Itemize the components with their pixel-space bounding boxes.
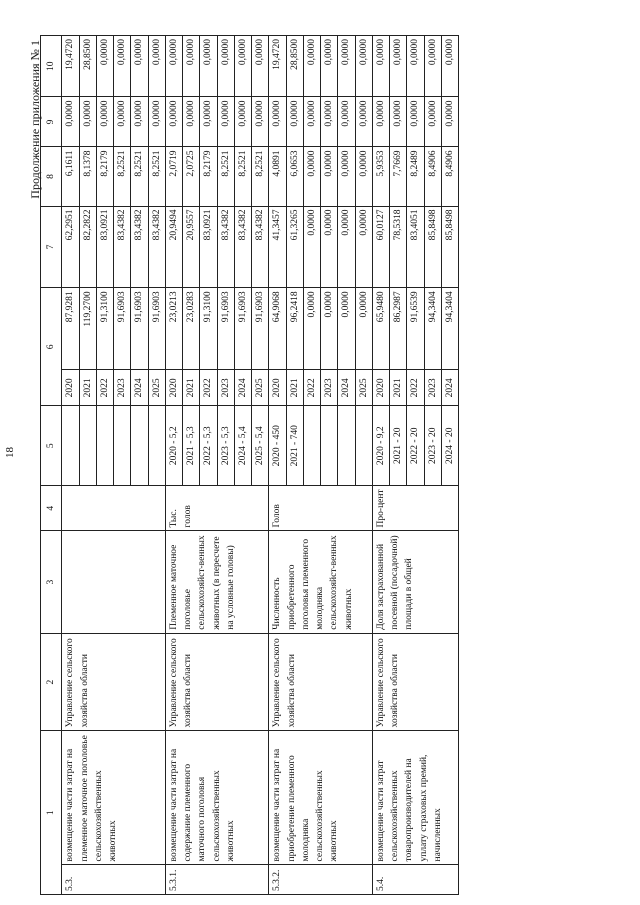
year-cell: 2022 xyxy=(200,370,217,406)
col9-value: 0,0000 xyxy=(390,97,407,147)
target-value: 2021 - 5,3 xyxy=(183,406,200,486)
col8-value: 2,0719 xyxy=(165,147,182,206)
col6-value: 91,3100 xyxy=(200,288,217,370)
col7-value: 83,0921 xyxy=(200,206,217,288)
col10-value: 19,4720 xyxy=(269,36,286,97)
col7-value: 83,4051 xyxy=(407,206,424,288)
col10-value: 0,0000 xyxy=(96,36,113,97)
target-value xyxy=(114,406,131,486)
target-value: 2025 - 5,4 xyxy=(252,406,269,486)
target-value xyxy=(62,406,79,486)
row-number: 5.3.1. xyxy=(165,865,269,895)
year-cell: 2020 xyxy=(372,370,389,406)
col9-value: 0,0000 xyxy=(355,97,372,147)
row-number: 5.3.2. xyxy=(269,865,373,895)
col8-value: 8,2521 xyxy=(131,147,148,206)
row-name: возмещение части затрат на содержание племенного маточного поголовья сельскохозяйственных животных xyxy=(165,731,269,865)
target-value xyxy=(321,406,338,486)
col9-value: 0,0000 xyxy=(131,97,148,147)
row-unit: Тыс. голов xyxy=(165,486,269,531)
col9-value: 0,0000 xyxy=(441,97,458,147)
year-cell: 2024 xyxy=(441,370,458,406)
col10-value: 0,0000 xyxy=(407,36,424,97)
col8-value: 8,4906 xyxy=(441,147,458,206)
year-cell: 2021 xyxy=(79,370,96,406)
year-cell: 2022 xyxy=(96,370,113,406)
row-organization: Управление сельского хозяйства области xyxy=(165,633,269,731)
year-cell: 2025 xyxy=(148,370,165,406)
col7-value: 83,4382 xyxy=(114,206,131,288)
col8-value: 8,2521 xyxy=(217,147,234,206)
row-number: 5.4. xyxy=(372,865,458,895)
col10-value: 0,0000 xyxy=(424,36,441,97)
col8-value: 8,2489 xyxy=(407,147,424,206)
col6-value: 64,9068 xyxy=(269,288,286,370)
col8-value: 0,0000 xyxy=(355,147,372,206)
col10-value: 0,0000 xyxy=(217,36,234,97)
appendix-heading: Продолжение приложения № 1 xyxy=(28,40,42,199)
row-indicator: Численность приобретенного поголовья племенного молодняка сельскохозяйст-венных животных xyxy=(269,531,373,633)
row-unit: Голов xyxy=(269,486,373,531)
col-header-5: 5 xyxy=(41,406,62,486)
col6-value: 96,2418 xyxy=(286,288,303,370)
year-cell: 2023 xyxy=(424,370,441,406)
col8-value: 8,2521 xyxy=(114,147,131,206)
col8-value: 6,0653 xyxy=(286,147,303,206)
col9-value: 0,0000 xyxy=(114,97,131,147)
col8-value: 0,0000 xyxy=(338,147,355,206)
col7-value: 83,4382 xyxy=(234,206,251,288)
col6-value: 23,0213 xyxy=(165,288,182,370)
year-cell: 2023 xyxy=(321,370,338,406)
target-value: 2024 - 20 xyxy=(441,406,458,486)
col10-value: 28,8500 xyxy=(286,36,303,97)
col6-value: 86,2987 xyxy=(390,288,407,370)
col7-value: 0,0000 xyxy=(303,206,320,288)
year-cell: 2020 xyxy=(62,370,79,406)
col6-value: 94,3404 xyxy=(441,288,458,370)
col6-value: 91,6903 xyxy=(234,288,251,370)
target-value: 2023 - 20 xyxy=(424,406,441,486)
target-value: 2021 - 20 xyxy=(390,406,407,486)
col9-value: 0,0000 xyxy=(407,97,424,147)
header-row xyxy=(41,36,62,895)
target-value: 2020 - 9,2 xyxy=(372,406,389,486)
col9-value: 0,0000 xyxy=(372,97,389,147)
col7-value: 0,0000 xyxy=(338,206,355,288)
col10-value: 0,0000 xyxy=(183,36,200,97)
table-row xyxy=(269,36,286,895)
table-row xyxy=(372,36,389,895)
col9-value: 0,0000 xyxy=(338,97,355,147)
year-cell: 2023 xyxy=(114,370,131,406)
col9-value: 0,0000 xyxy=(183,97,200,147)
col10-value: 19,4720 xyxy=(62,36,79,97)
col6-value: 91,6903 xyxy=(148,288,165,370)
col9-value: 0,0000 xyxy=(303,97,320,147)
col7-value: 78,5318 xyxy=(390,206,407,288)
col10-value: 0,0000 xyxy=(234,36,251,97)
col7-value: 60,0127 xyxy=(372,206,389,288)
year-cell: 2022 xyxy=(303,370,320,406)
year-cell: 2021 xyxy=(183,370,200,406)
col7-value: 83,4382 xyxy=(131,206,148,288)
col10-value: 0,0000 xyxy=(372,36,389,97)
col8-value: 8,1378 xyxy=(79,147,96,206)
col-header-3: 3 xyxy=(41,531,62,633)
col6-value: 87,9281 xyxy=(62,288,79,370)
col6-value: 94,3404 xyxy=(424,288,441,370)
col10-value: 0,0000 xyxy=(441,36,458,97)
year-cell: 2025 xyxy=(355,370,372,406)
col10-value: 0,0000 xyxy=(321,36,338,97)
col10-value: 0,0000 xyxy=(165,36,182,97)
col9-value: 0,0000 xyxy=(148,97,165,147)
target-value: 2024 - 5,4 xyxy=(234,406,251,486)
year-cell: 2021 xyxy=(390,370,407,406)
col8-value: 7,7669 xyxy=(390,147,407,206)
target-value xyxy=(355,406,372,486)
target-value xyxy=(79,406,96,486)
col9-value: 0,0000 xyxy=(269,97,286,147)
col7-value: 20,9494 xyxy=(165,206,182,288)
row-indicator xyxy=(62,531,166,633)
col7-value: 85,8498 xyxy=(441,206,458,288)
col7-value: 83,4382 xyxy=(217,206,234,288)
year-cell: 2025 xyxy=(252,370,269,406)
col6-value: 91,6903 xyxy=(217,288,234,370)
col7-value: 0,0000 xyxy=(355,206,372,288)
col7-value: 85,8498 xyxy=(424,206,441,288)
col9-value: 0,0000 xyxy=(217,97,234,147)
col8-value: 8,2179 xyxy=(200,147,217,206)
col7-value: 83,4382 xyxy=(148,206,165,288)
col10-value: 0,0000 xyxy=(148,36,165,97)
col9-value: 0,0000 xyxy=(96,97,113,147)
col8-value: 6,1611 xyxy=(62,147,79,206)
col7-value: 83,0921 xyxy=(96,206,113,288)
year-cell: 2023 xyxy=(217,370,234,406)
col9-value: 0,0000 xyxy=(424,97,441,147)
col9-value: 0,0000 xyxy=(286,97,303,147)
col-header-7: 7 xyxy=(41,206,62,288)
col6-value: 0,0000 xyxy=(303,288,320,370)
row-organization: Управление сельского хозяйства области xyxy=(372,633,458,731)
col6-value: 91,6539 xyxy=(407,288,424,370)
col10-value: 0,0000 xyxy=(390,36,407,97)
col9-value: 0,0000 xyxy=(62,97,79,147)
col8-value: 2,0725 xyxy=(183,147,200,206)
target-value xyxy=(148,406,165,486)
target-value: 2020 - 450 xyxy=(269,406,286,486)
col6-value: 91,6903 xyxy=(252,288,269,370)
target-value: 2020 - 5,2 xyxy=(165,406,182,486)
row-number: 5.3. xyxy=(62,865,166,895)
col6-value: 0,0000 xyxy=(321,288,338,370)
col10-value: 0,0000 xyxy=(355,36,372,97)
col10-value: 0,0000 xyxy=(131,36,148,97)
col9-value: 0,0000 xyxy=(234,97,251,147)
col8-value: 8,2179 xyxy=(96,147,113,206)
col10-value: 0,0000 xyxy=(252,36,269,97)
col6-value: 0,0000 xyxy=(355,288,372,370)
col8-value: 0,0000 xyxy=(321,147,338,206)
col8-value: 8,4906 xyxy=(424,147,441,206)
col9-value: 0,0000 xyxy=(200,97,217,147)
target-value xyxy=(303,406,320,486)
col10-value: 0,0000 xyxy=(200,36,217,97)
col7-value: 82,2822 xyxy=(79,206,96,288)
target-value: 2021 - 740 xyxy=(286,406,303,486)
col-header-4: 4 xyxy=(41,486,62,531)
col8-value: 5,9353 xyxy=(372,147,389,206)
row-unit xyxy=(62,486,166,531)
col6-value: 0,0000 xyxy=(338,288,355,370)
col6-value: 91,3100 xyxy=(96,288,113,370)
row-organization: Управление сельского хозяйства области xyxy=(62,633,166,731)
year-cell: 2022 xyxy=(407,370,424,406)
col6-value: 23,0283 xyxy=(183,288,200,370)
col7-value: 41,3457 xyxy=(269,206,286,288)
col6-value: 91,6903 xyxy=(131,288,148,370)
year-cell: 2021 xyxy=(286,370,303,406)
year-cell: 2020 xyxy=(165,370,182,406)
col9-value: 0,0000 xyxy=(79,97,96,147)
col9-value: 0,0000 xyxy=(321,97,338,147)
col-header-6: 6 xyxy=(41,288,62,406)
col-header-2: 2 xyxy=(41,633,62,731)
col6-value: 91,6903 xyxy=(114,288,131,370)
row-name: возмещение части затрат на приобретение племенного молодняка сельскохозяйственных животных xyxy=(269,731,373,865)
col7-value: 83,4382 xyxy=(252,206,269,288)
col8-value: 0,0000 xyxy=(303,147,320,206)
year-cell: 2024 xyxy=(131,370,148,406)
col8-value: 8,2521 xyxy=(234,147,251,206)
table-row xyxy=(62,36,79,895)
col8-value: 4,0891 xyxy=(269,147,286,206)
year-cell: 2024 xyxy=(338,370,355,406)
table-body xyxy=(62,36,459,895)
row-name: возмещение части затрат сельскохозяйственных товаропроизводителей на уплату страховых премий, начисленных xyxy=(372,731,458,865)
row-indicator: Доля застрахованной посевной (посадочной) площади в общей xyxy=(372,531,458,633)
col-header-1: 1 xyxy=(41,731,62,895)
year-cell: 2024 xyxy=(234,370,251,406)
col9-value: 0,0000 xyxy=(165,97,182,147)
col7-value: 0,0000 xyxy=(321,206,338,288)
page-number: 18 xyxy=(4,447,16,458)
target-value xyxy=(131,406,148,486)
year-cell: 2020 xyxy=(269,370,286,406)
row-organization: Управление сельского хозяйства области xyxy=(269,633,373,731)
col10-value: 0,0000 xyxy=(303,36,320,97)
col10-value: 0,0000 xyxy=(338,36,355,97)
target-value xyxy=(96,406,113,486)
row-indicator: Племенное маточное поголовье сельскохозяйст-венных животных (в пересчете на условные головы) xyxy=(165,531,269,633)
target-value: 2023 - 5,3 xyxy=(217,406,234,486)
table-row xyxy=(165,36,182,895)
program-table xyxy=(40,35,459,895)
col10-value: 0,0000 xyxy=(114,36,131,97)
row-unit: Про-цент xyxy=(372,486,458,531)
col8-value: 8,2521 xyxy=(252,147,269,206)
col10-value: 28,8500 xyxy=(79,36,96,97)
row-name: возмещение части затрат на племенное маточное поголовье сельскохозяйственных животных xyxy=(62,731,166,865)
col7-value: 62,2951 xyxy=(62,206,79,288)
col6-value: 65,9480 xyxy=(372,288,389,370)
col-header-9: 9 xyxy=(41,97,62,147)
target-value xyxy=(338,406,355,486)
col8-value: 8,2521 xyxy=(148,147,165,206)
col7-value: 20,9557 xyxy=(183,206,200,288)
target-value: 2022 - 5,3 xyxy=(200,406,217,486)
col-header-10: 10 xyxy=(41,36,62,97)
col9-value: 0,0000 xyxy=(252,97,269,147)
col7-value: 61,3265 xyxy=(286,206,303,288)
col-header-8: 8 xyxy=(41,147,62,206)
col6-value: 119,2700 xyxy=(79,288,96,370)
target-value: 2022 - 20 xyxy=(407,406,424,486)
